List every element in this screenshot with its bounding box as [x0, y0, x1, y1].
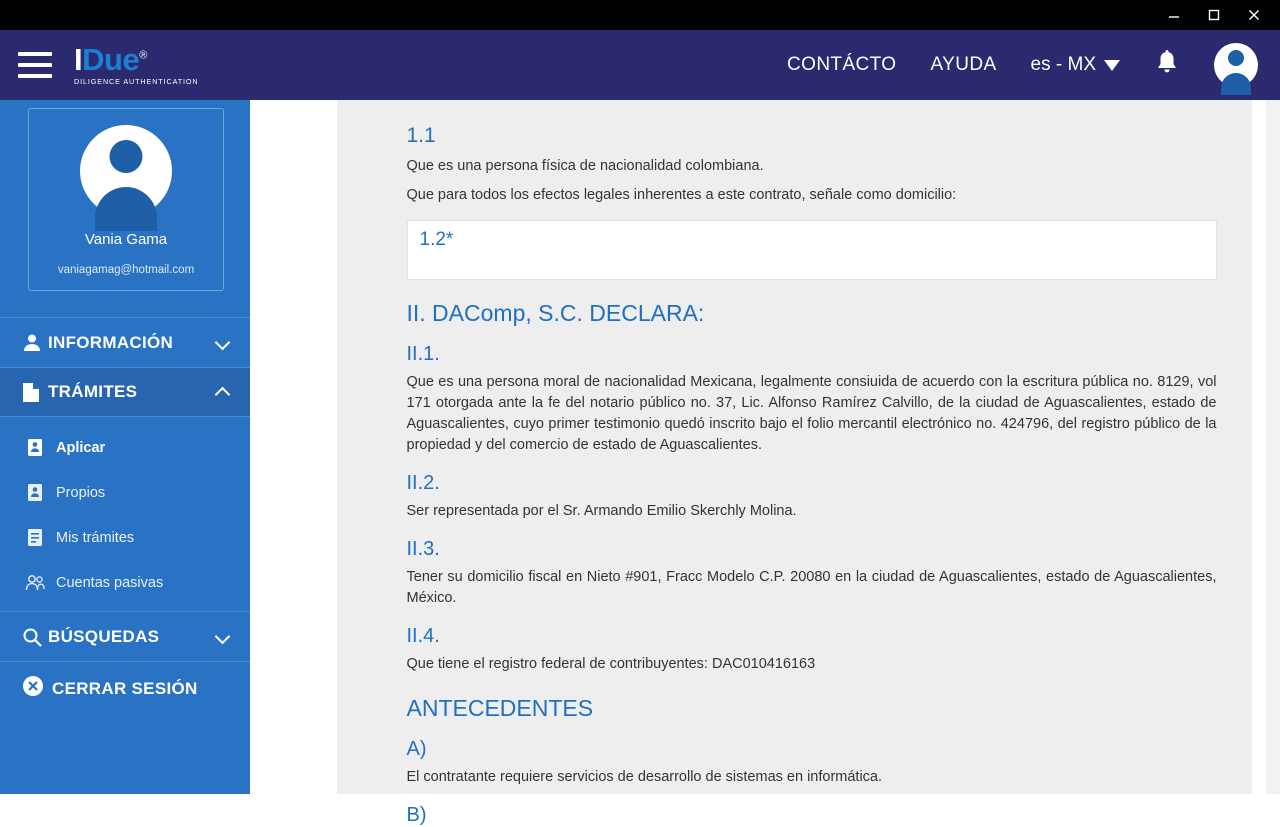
- close-circle-icon: [22, 675, 52, 702]
- brand-logo[interactable]: [74, 44, 199, 86]
- maximize-icon[interactable]: [1194, 0, 1234, 30]
- contract-document: [337, 100, 1252, 827]
- avatar: [80, 125, 172, 217]
- clause-ii-1-text: Que es una persona moral de nacionalidad Mexicana, legalmente consiuida de acuerdo con la escritura pública no. 8129, vol 171 otorgada ante la fe del notario público no. 37, Lic. Alfonso Ramírez Calvillo, de la ciudad de Aguascalientes, estado de Aguascalientes, cuyo primer testimonio quedó inscrito bajo el folio mercantil electrónico no. 424796, del registro público de la propiedad y del comercio de estado de Aguascalientes.: [406, 374, 1217, 454]
- profile-name: Vania Gama: [84, 231, 168, 248]
- language-selector-label: es - MX: [1030, 54, 1096, 75]
- item-a-text: El contratante requiere servicios de desarrollo de sistemas en informática.: [406, 769, 883, 786]
- clause-ii-4-text: Que tiene el registro federal de contribuyentes: DAC010416163: [406, 656, 816, 673]
- sidebar-item-informacion[interactable]: [0, 317, 250, 367]
- user-profile-card: [28, 108, 224, 291]
- clause-ii-3-heading: II.3.: [406, 538, 440, 561]
- sidebar-subitem-label: Cuentas pasivas: [56, 574, 164, 591]
- brand-logo-i: I: [74, 42, 83, 77]
- brand-tagline: DILIGENCE AUTHENTICATION: [74, 77, 199, 86]
- sidebar-subitem-label: Mis trámites: [56, 529, 135, 546]
- chevron-up-icon: [215, 387, 231, 403]
- minimize-icon[interactable]: [1154, 0, 1194, 30]
- sidebar-item-label: BÚSQUEDAS: [48, 626, 160, 646]
- clause-ii-2-text: Ser representada por el Sr. Armando Emilio Skerchly Molina.: [406, 503, 797, 520]
- profile-email: vaniagamag@hotmail.com: [57, 264, 195, 276]
- chevron-down-icon: [1104, 60, 1120, 71]
- item-b-heading: B): [406, 804, 427, 827]
- clause-ii-4-heading: II.4.: [406, 625, 440, 648]
- item-a-heading: A): [406, 738, 427, 761]
- sidebar-item-label: INFORMACIÓN: [48, 332, 174, 352]
- domicile-input-field[interactable]: [407, 220, 1217, 280]
- language-selector[interactable]: [1031, 54, 1120, 76]
- sidebar-subitem-label: Propios: [56, 484, 106, 501]
- my-procedures-icon: [26, 528, 44, 548]
- brand-logo-due: Due: [82, 42, 140, 77]
- section-ii-heading: II. DAComp, S.C. DECLARA:: [406, 300, 705, 327]
- own-doc-icon: [26, 483, 44, 503]
- search-icon: [22, 627, 48, 647]
- clause-ii-3-text: Tener su domicilio fiscal en Nieto #901, Fracc Modelo C.P. 20080 en la ciudad de Aguascalientes, estado de Aguascalientes, México.: [406, 569, 1217, 607]
- chevron-down-icon: [215, 629, 231, 645]
- sidebar-item-cuentas-pasivas[interactable]: [0, 560, 250, 605]
- top-nav-links: [787, 43, 1258, 87]
- sidebar-item-busquedas[interactable]: [0, 611, 250, 661]
- clause-1-1-heading: 1.1: [406, 124, 436, 147]
- apply-doc-icon: [26, 438, 44, 458]
- passive-accounts-icon: [26, 573, 44, 593]
- sidebar-item-tramites[interactable]: [0, 367, 250, 417]
- document-icon: [22, 382, 48, 403]
- vertical-scrollbar[interactable]: [1266, 100, 1280, 794]
- logout-button[interactable]: [0, 661, 250, 715]
- sidebar-item-aplicar[interactable]: [0, 425, 250, 470]
- sidebar-item-label: TRÁMITES: [48, 382, 138, 401]
- tramites-submenu: [0, 417, 250, 611]
- user-avatar-icon[interactable]: [1214, 43, 1258, 87]
- input-1-2-label: 1.2*: [419, 229, 454, 251]
- clause-ii-2-heading: II.2.: [406, 472, 440, 495]
- logout-label: CERRAR SESIÓN: [52, 678, 198, 698]
- clause-1-1-text: Que es una persona física de nacionalidad colombiana.: [406, 158, 764, 174]
- person-icon: [22, 333, 48, 353]
- nav-link-contacto[interactable]: CONTÁCTO: [787, 54, 897, 75]
- sidebar-item-mis-tramites[interactable]: [0, 515, 250, 560]
- hamburger-menu-icon[interactable]: [18, 52, 52, 78]
- sidebar-subitem-label: Aplicar: [56, 439, 106, 456]
- clause-ii-1-heading: II.1.: [406, 343, 440, 366]
- clause-1-1-domicile-text: Que para todos los efectos legales inherentes a este contrato, señale como domicilio:: [406, 187, 957, 204]
- sidebar-filler: [0, 715, 250, 794]
- chevron-down-icon: [215, 335, 231, 351]
- window-titlebar: [0, 0, 1280, 30]
- sidebar-item-propios[interactable]: [0, 470, 250, 515]
- sidebar: [0, 100, 250, 794]
- top-navigation-bar: [0, 30, 1280, 100]
- close-icon[interactable]: [1234, 0, 1274, 30]
- antecedentes-heading: ANTECEDENTES: [406, 695, 594, 722]
- bell-icon[interactable]: [1154, 49, 1180, 82]
- content-area: [250, 100, 1280, 827]
- nav-link-ayuda[interactable]: AYUDA: [930, 54, 997, 75]
- brand-logo-registered: ®: [139, 49, 147, 62]
